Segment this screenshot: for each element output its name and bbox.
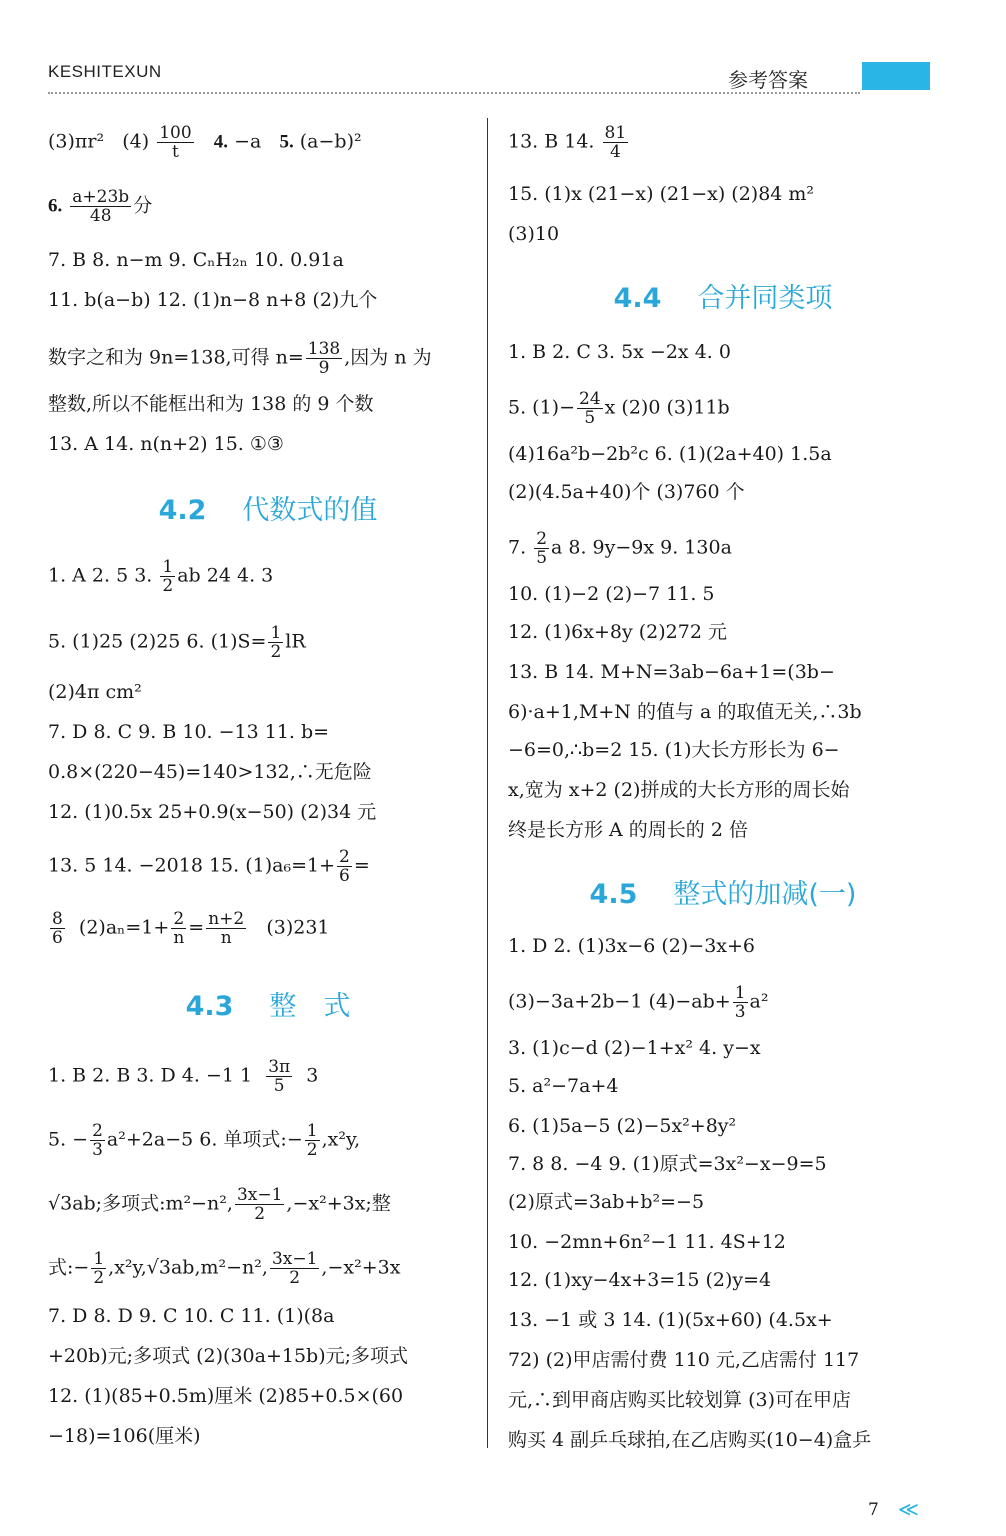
answer-line: 13. 5 14. −2018 15. (1)a₆=1+ $\frac{2}{6}$ = (48, 847, 370, 886)
answer-line: 6)·a+1,M+N 的值与 a 的取值无关,∴3b (508, 701, 862, 723)
answer-line: +20b)元;多项式 (2)(30a+15b)元;多项式 (48, 1345, 409, 1367)
answer-line: √3ab;多项式:m²−n², $\frac{3x-1}{2}$ ,−x²+3x;整 (48, 1185, 391, 1224)
answer-line: −18)=106(厘米) (48, 1425, 201, 1447)
answer-line: 13. A 14. n(n+2) 15. ①③ (48, 433, 284, 455)
fraction: $\frac{2}{5}$ (536, 529, 548, 568)
answer-line: 0.8×(220−45)=140>132,∴无危险 (48, 761, 372, 783)
fraction: $\frac{1}{2}$ (162, 557, 174, 596)
answer-line: $\frac{8}{6}$ (2)aₙ=1+ $\frac{2}{n}$ = $\frac{n+2}{n}$ (3)231 (52, 909, 330, 948)
answer-line: 7. D 8. C 9. B 10. −13 11. b= (48, 721, 330, 743)
fraction: $\frac{2}{n}$ (173, 909, 185, 948)
answer-line: 3. (1)c−d (2)−1+x² 4. y−x (508, 1037, 761, 1059)
header-divider (48, 92, 860, 94)
fraction: $\frac{24}{5}$ (579, 389, 601, 428)
answer-line: 13. B 14. $\frac{81}{4}$ (508, 123, 627, 162)
answer-line: 元,∴到甲商店购买比较划算 (3)可在甲店 (508, 1389, 851, 1411)
section-heading-4-5: 4.5 整式的加减(一) (589, 879, 857, 910)
answer-line: 15. (1)x (21−x) (21−x) (2)84 m² (508, 183, 815, 205)
fraction: $\frac{3\pi}{5}$ (268, 1057, 291, 1096)
answer-line: 12. (1)6x+8y (2)272 元 (508, 621, 727, 643)
fraction: $\frac{2}{3}$ (92, 1121, 103, 1160)
answer-line: 7. $\frac{2}{5}$ a 8. 9y−9x 9. 130a (508, 529, 732, 568)
fraction: $\frac{n+2}{n}$ (208, 909, 245, 948)
answer-line: 式:− $\frac{1}{2}$ ,x²y,√3ab,m²−n², $\frac{3x-1}{2}$ ,−x²+3x (48, 1249, 401, 1288)
answer-line: 72) (2)甲店需付费 110 元,乙店需付 117 (508, 1349, 860, 1371)
answer-line: (3)πr² (4) $\frac{100}{t}$ 4. −a 5. (a−b)² (48, 123, 362, 162)
column-divider (487, 118, 488, 1448)
answer-line: 1. A 2. 5 3. $\frac{1}{2}$ ab 24 4. 3 (48, 557, 274, 596)
answer-line: 7. 8 8. −4 9. (1)原式=3x²−x−9=5 (508, 1153, 827, 1175)
answer-line: x,宽为 x+2 (2)拼成的大长方形的周长始 (508, 779, 850, 801)
answer-line: 11. b(a−b) 12. (1)n−8 n+8 (2)九个 (48, 289, 378, 311)
header-accent-box (862, 62, 930, 90)
answer-line: 6. $\frac{a+23b}{48}$ 分 (48, 187, 153, 226)
fraction: $\frac{a+23b}{48}$ (72, 187, 130, 226)
answer-line: 5. (1)25 (2)25 6. (1)S= $\frac{1}{2}$ lR (48, 623, 306, 662)
brand-label: KESHITEXUN (48, 62, 162, 81)
answer-line: (2)原式=3ab+b²=−5 (508, 1191, 705, 1213)
answer-line: 13. B 14. M+N=3ab−6a+1=(3b− (508, 661, 835, 683)
answer-line: 10. (1)−2 (2)−7 11. 5 (508, 583, 715, 605)
answer-line: 1. B 2. B 3. D 4. −1 1 $\frac{3\pi}{5}$ 3 (48, 1057, 319, 1096)
fraction: $\frac{100}{t}$ (159, 123, 192, 162)
fraction: $\frac{1}{2}$ (306, 1121, 318, 1160)
fraction: $\frac{81}{4}$ (604, 123, 627, 162)
answer-line: 13. −1 或 3 14. (1)(5x+60) (4.5x+ (508, 1309, 833, 1331)
answer-line: 5. − $\frac{2}{3}$ a²+2a−5 6. 单项式:− $\frac{1}{2}$ ,x²y, (48, 1121, 361, 1160)
section-heading-4-3: 4.3 整 式 (185, 991, 351, 1022)
answer-line: −6=0,∴b=2 15. (1)大长方形长为 6− (508, 739, 840, 761)
answer-line: (2)4π cm² (48, 681, 142, 703)
answer-line: 终是长方形 A 的周长的 2 倍 (508, 819, 748, 841)
page-number: 7 (868, 1500, 879, 1520)
fraction: $\frac{3x-1}{2}$ (271, 1249, 318, 1288)
fraction: $\frac{1}{2}$ (93, 1249, 105, 1288)
answer-line: 7. D 8. D 9. C 10. C 11. (1)(8a (48, 1305, 335, 1327)
double-chevron-left-icon: ≪ (898, 1497, 919, 1521)
answer-line: 数字之和为 9n=138,可得 n= $\frac{138}{9}$ ,因为 n 为 (48, 339, 432, 378)
answer-line: 12. (1)0.5x 25+0.9(x−50) (2)34 元 (48, 801, 377, 823)
answer-line: 12. (1)xy−4x+3=15 (2)y=4 (508, 1269, 772, 1291)
answer-line: 10. −2mn+6n²−1 11. 4S+12 (508, 1231, 786, 1253)
answer-line: (3)10 (508, 223, 560, 245)
answer-line: 7. B 8. n−m 9. CₙH₂ₙ 10. 0.91a (48, 249, 344, 271)
fraction: $\frac{2}{6}$ (339, 847, 350, 886)
answer-line: 6. (1)5a−5 (2)−5x²+8y² (508, 1115, 737, 1137)
answer-line: 5. a²−7a+4 (508, 1075, 619, 1097)
answer-line: (3)−3a+2b−1 (4)−ab+ $\frac{1}{3}$ a² (508, 983, 769, 1022)
answer-line: 1. D 2. (1)3x−6 (2)−3x+6 (508, 935, 756, 957)
answer-line: (4)16a²b−2b²c 6. (1)(2a+40) 1.5a (508, 443, 832, 465)
section-title: 参考答案 (728, 68, 808, 92)
fraction: $\frac{138}{9}$ (307, 339, 341, 378)
fraction: $\frac{3x-1}{2}$ (236, 1185, 283, 1224)
fraction: $\frac{1}{3}$ (734, 983, 746, 1022)
answer-line: 12. (1)(85+0.5m)厘米 (2)85+0.5×(60 (48, 1385, 404, 1407)
section-heading-4-2: 4.2 代数式的值 (158, 495, 378, 526)
answer-line: 1. B 2. C 3. 5x −2x 4. 0 (508, 341, 731, 363)
answer-line: (2)(4.5a+40)个 (3)760 个 (508, 481, 745, 503)
fraction: $\frac{1}{2}$ (270, 623, 282, 662)
answer-line: 整数,所以不能框出和为 138 的 9 个数 (48, 393, 374, 415)
fraction: $\frac{8}{6}$ (52, 909, 63, 948)
section-heading-4-4: 4.4 合并同类项 (613, 283, 833, 314)
answer-line: 购买 4 副乒乓球拍,在乙店购买(10−4)盒乒 (508, 1429, 872, 1451)
answer-line: 5. (1)− $\frac{24}{5}$ x (2)0 (3)11b (508, 389, 730, 428)
